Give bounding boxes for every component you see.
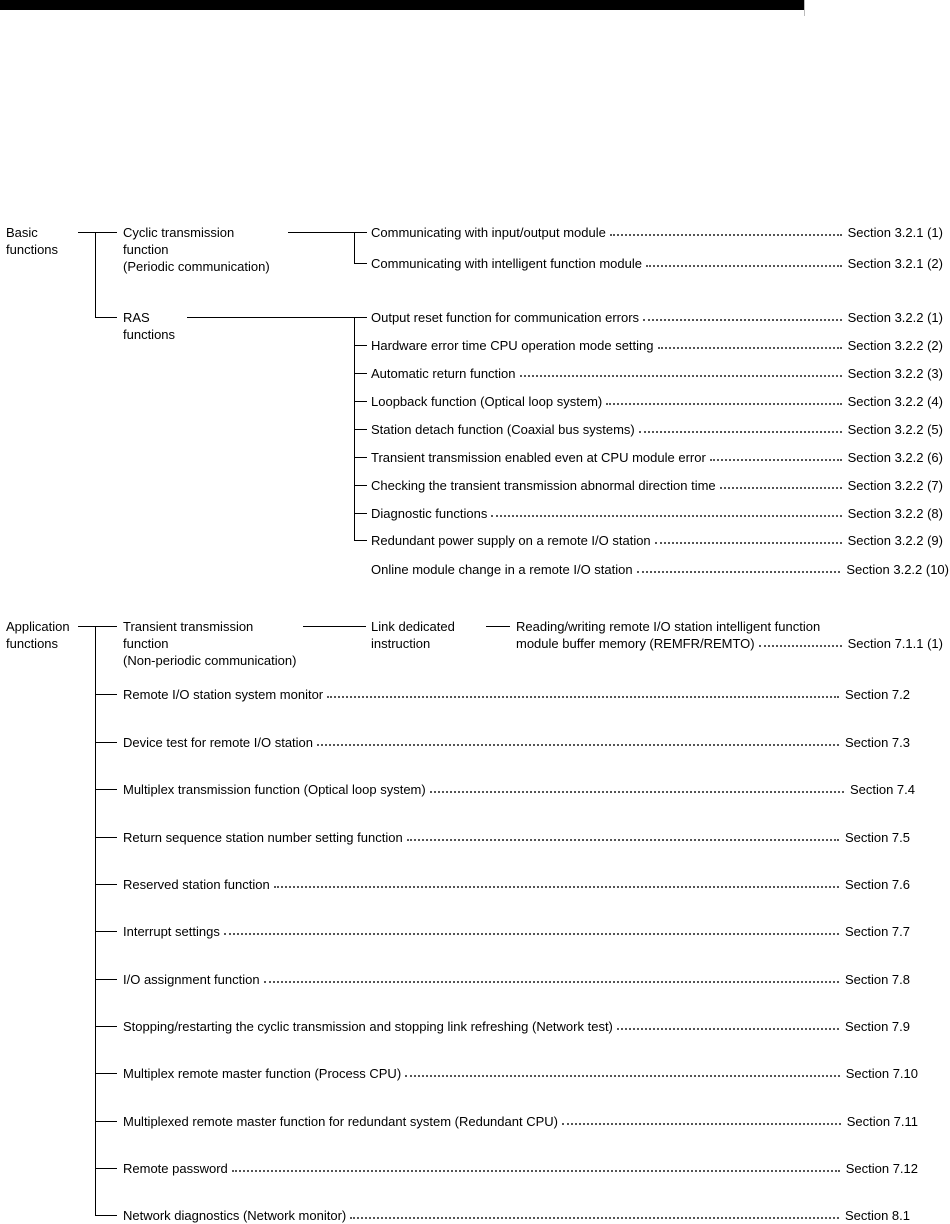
feature-row — [123, 923, 910, 940]
feature-row — [371, 421, 943, 438]
feature-row — [123, 876, 910, 893]
feature-row — [371, 309, 943, 326]
feature-row — [371, 532, 943, 549]
dot-leader — [646, 265, 842, 267]
feature-row — [123, 1018, 910, 1035]
feature-row — [371, 393, 943, 410]
feature-label: Multiplex transmission function (Optical loop system) — [123, 782, 426, 797]
basic-functions-label: Basic functions — [6, 225, 59, 257]
feature-label: Return sequence station number setting function — [123, 830, 403, 845]
feature-label: Output reset function for communication errors — [371, 310, 640, 325]
section-reference: Section 3.2.2 (2) — [847, 338, 943, 353]
section-reference: Section 7.9 — [844, 1019, 910, 1034]
feature-label: I/O assignment function — [123, 972, 260, 987]
section-reference: Section 7.5 — [844, 830, 910, 845]
section-reference: Section 3.2.1 (2) — [847, 256, 943, 271]
feature-label: Transient transmission enabled even at CPU module error — [371, 450, 706, 465]
feature-label: Multiplexed remote master function for redundant system (Redundant CPU) — [123, 1114, 558, 1129]
feature-row — [371, 477, 943, 494]
section-reference: Section 3.2.2 (5) — [847, 422, 943, 437]
section-reference: Section 3.2.1 (1) — [847, 225, 943, 240]
dot-leader — [430, 791, 844, 793]
feature-row — [371, 561, 949, 578]
section-reference: Section 3.2.2 (7) — [847, 478, 943, 493]
feature-row — [123, 1160, 918, 1177]
dot-leader — [317, 744, 839, 746]
feature-label: Online module change in a remote I/O station — [371, 562, 633, 577]
dot-leader — [491, 515, 841, 517]
feature-label: Multiplex remote master function (Process CPU) — [123, 1066, 402, 1081]
dot-leader — [606, 403, 841, 405]
dot-leader — [637, 571, 841, 573]
section-reference: Section 7.6 — [844, 877, 910, 892]
remote-buffer-memory-label: Reading/writing remote I/O station intelligent function — [516, 619, 821, 634]
feature-row — [123, 781, 915, 798]
section-reference: Section 7.2 — [844, 687, 910, 702]
ras-functions-label: RAS functions — [123, 310, 176, 342]
feature-label: Remote password — [123, 1161, 228, 1176]
feature-row — [123, 829, 910, 846]
feature-label: Station detach function (Coaxial bus systems) — [371, 422, 635, 437]
feature-label: Stopping/restarting the cyclic transmission and stopping link refreshing (Network test) — [123, 1019, 613, 1034]
feature-label: Communicating with intelligent function module — [371, 256, 642, 271]
feature-row — [371, 337, 943, 354]
section-reference: Section 3.2.2 (10) — [846, 562, 949, 577]
feature-row — [371, 449, 943, 466]
section-reference: Section 7.10 — [845, 1066, 918, 1081]
dot-leader — [520, 375, 842, 377]
feature-row — [371, 365, 943, 382]
cyclic-transmission-label: Cyclic transmission function (Periodic communication) — [123, 225, 270, 274]
feature-label: Device test for remote I/O station — [123, 735, 314, 750]
feature-row — [123, 1065, 918, 1082]
feature-label: Reserved station function — [123, 877, 270, 892]
feature-label: Interrupt settings — [123, 924, 220, 939]
dot-leader — [274, 886, 839, 888]
section-reference: Section 3.2.2 (8) — [847, 506, 943, 521]
section-reference: Section 7.1.1 (1) — [847, 636, 943, 651]
dot-leader — [562, 1123, 841, 1125]
section-reference: Section 3.2.2 (4) — [847, 394, 943, 409]
feature-label: Remote I/O station system monitor — [123, 687, 324, 702]
dot-leader — [224, 933, 839, 935]
feature-row — [123, 686, 910, 703]
dot-leader — [350, 1217, 839, 1219]
feature-row — [516, 635, 943, 652]
section-reference: Section 3.2.2 (9) — [847, 533, 943, 548]
section-reference: Section 7.3 — [844, 735, 910, 750]
application-functions-label: Application functions — [6, 619, 70, 651]
section-reference: Section 7.7 — [844, 924, 910, 939]
feature-label: Redundant power supply on a remote I/O station — [371, 533, 651, 548]
dot-leader — [610, 234, 842, 236]
feature-label: Checking the transient transmission abnormal direction time — [371, 478, 716, 493]
feature-row — [123, 971, 910, 988]
section-reference: Section 7.12 — [845, 1161, 918, 1176]
feature-label: Diagnostic functions — [371, 506, 488, 521]
dot-leader — [617, 1028, 839, 1030]
dot-leader — [639, 431, 842, 433]
dot-leader — [327, 696, 839, 698]
section-reference: Section 7.4 — [849, 782, 915, 797]
feature-row — [123, 734, 910, 751]
feature-row — [123, 1207, 910, 1224]
section-reference: Section 7.11 — [846, 1114, 918, 1129]
section-reference: Section 3.2.2 (3) — [847, 366, 943, 381]
feature-label: Hardware error time CPU operation mode setting — [371, 338, 654, 353]
section-reference: Section 8.1 — [844, 1208, 910, 1223]
dot-leader — [264, 981, 839, 983]
section-reference: Section 3.2.2 (1) — [847, 310, 943, 325]
feature-label: Communicating with input/output module — [371, 225, 606, 240]
section-reference: Section 3.2.2 (6) — [847, 450, 943, 465]
link-dedicated-instruction-label: Link dedicated instruction — [371, 619, 455, 651]
feature-label: Loopback function (Optical loop system) — [371, 394, 603, 409]
section-reference: Section 7.8 — [844, 972, 910, 987]
feature-label: Network diagnostics (Network monitor) — [123, 1208, 347, 1223]
dot-leader — [405, 1075, 840, 1077]
dot-leader — [658, 347, 842, 349]
dot-leader — [655, 542, 842, 544]
feature-label: module buffer memory (REMFR/REMTO) — [516, 636, 755, 651]
feature-row — [123, 1113, 918, 1130]
feature-row — [371, 224, 943, 241]
dot-leader — [720, 487, 842, 489]
dot-leader — [643, 319, 842, 321]
dot-leader — [232, 1170, 840, 1172]
feature-row — [371, 255, 943, 272]
dot-leader — [407, 839, 839, 841]
feature-row — [371, 505, 943, 522]
dot-leader — [710, 459, 842, 461]
feature-label: Automatic return function — [371, 366, 516, 381]
dot-leader — [759, 645, 842, 647]
transient-transmission-label: Transient transmission function (Non-periodic communication) — [123, 619, 297, 668]
